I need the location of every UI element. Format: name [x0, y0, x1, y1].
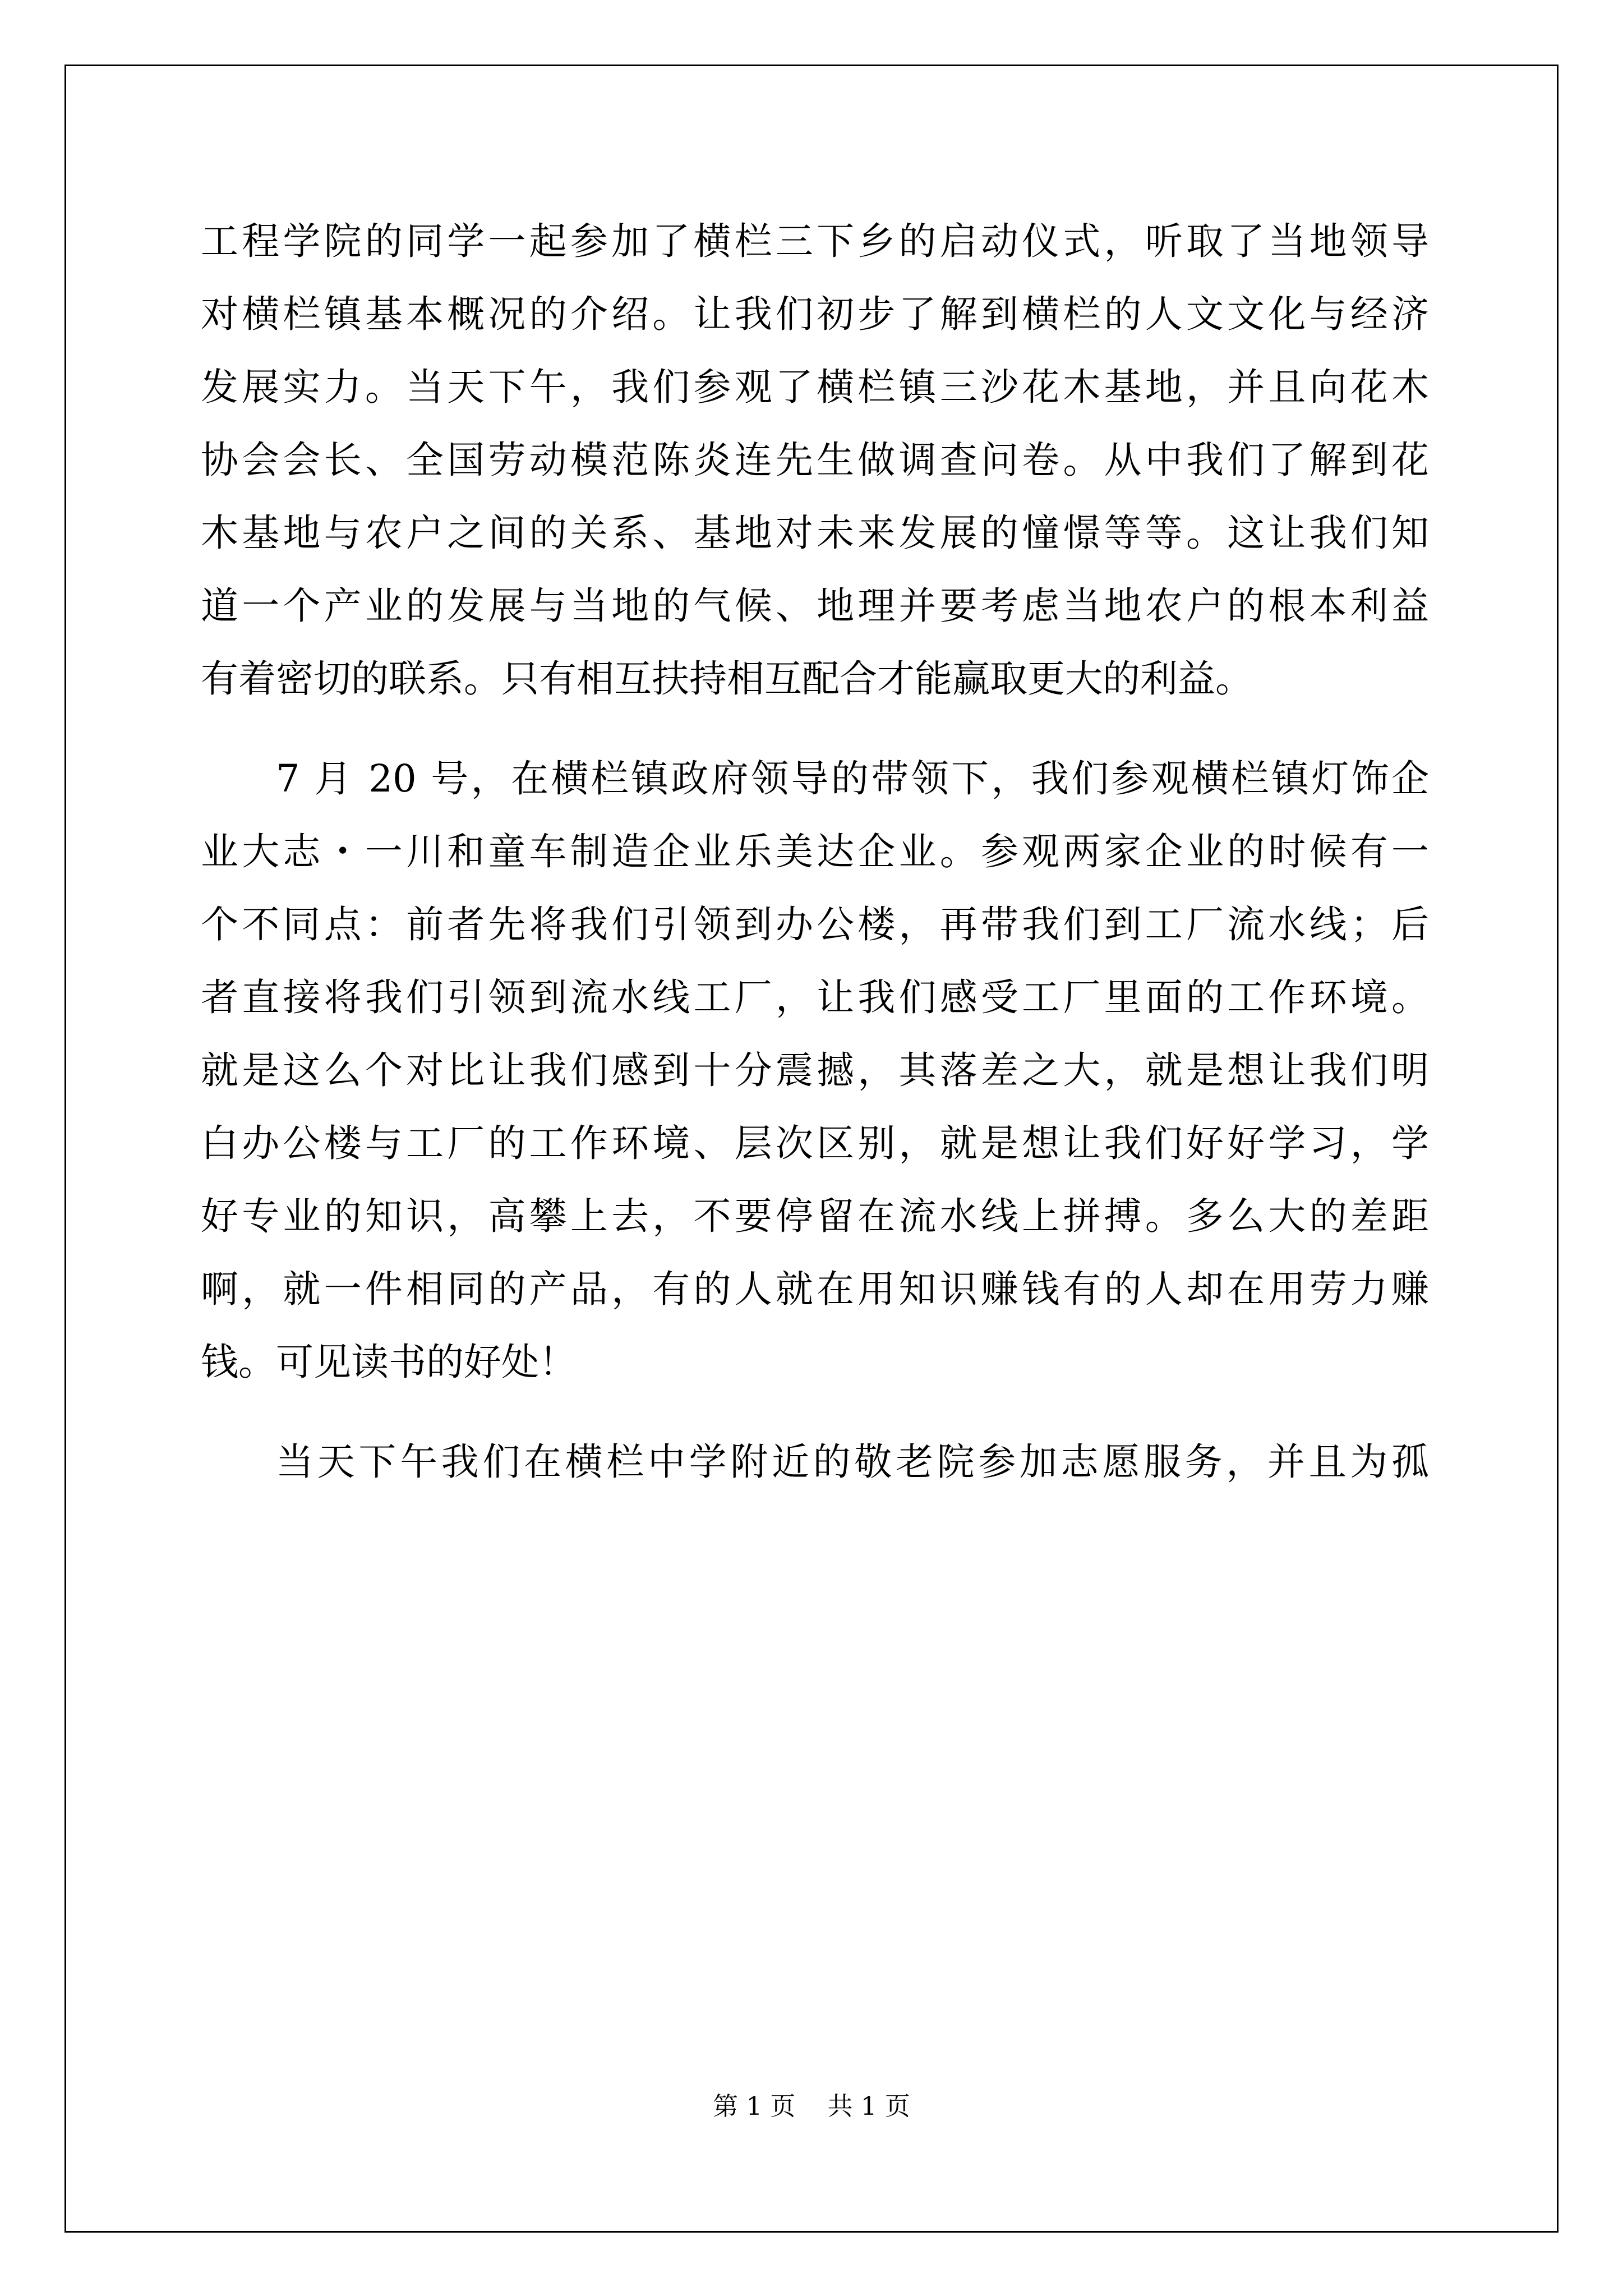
text-line: 钱。可见读书的好处！ [201, 1340, 577, 1384]
paragraph-1 [201, 205, 1429, 715]
text-line: 当天下午我们在横栏中学附近的敬老院参加志愿服务，并且为孤 [276, 1440, 1429, 1484]
text-line: 协会会长、全国劳动模范陈炎连先生做调查问卷。从中我们了解到花 [201, 438, 1429, 482]
text-line: 好专业的知识，高攀上去，不要停留在流水线上拼搏。多么大的差距 [201, 1194, 1429, 1238]
text-line: 啊，就一件相同的产品，有的人就在用知识赚钱有的人却在用劳力赚 [201, 1267, 1429, 1311]
text-line: 者直接将我们引领到流水线工厂，让我们感受工厂里面的工作环境。 [201, 976, 1429, 1019]
text-line: 业大志・一川和童车制造企业乐美达企业。参观两家企业的时候有一 [201, 830, 1429, 873]
text-line: 对横栏镇基本概况的介绍。让我们初步了解到横栏的人文文化与经济 [201, 292, 1429, 336]
text-line: 工程学院的同学一起参加了横栏三下乡的启动仪式，听取了当地领导 [201, 219, 1429, 263]
page-footer [0, 2090, 1623, 2123]
text-line: 道一个产业的发展与当地的气候、地理并要考虑当地农户的根本利益 [201, 584, 1429, 628]
page-number: 第 1 页 [713, 2091, 796, 2121]
text-line: 木基地与农户之间的关系、基地对未来发展的憧憬等等。这让我们知 [201, 511, 1429, 555]
paragraph-3 [201, 1425, 1429, 1498]
text-line: 有着密切的联系。只有相互扶持相互配合才能赢取更大的利益。 [201, 657, 1253, 701]
paragraph-2 [201, 742, 1429, 1398]
document-body [201, 205, 1429, 1525]
page-total: 共 1 页 [827, 2091, 910, 2121]
text-line: 发展实力。当天下午，我们参观了横栏镇三沙花木基地，并且向花木 [201, 365, 1429, 409]
text-line: 白办公楼与工厂的工作环境、层次区别，就是想让我们好好学习，学 [201, 1121, 1429, 1165]
text-line: 7 月 20 号，在横栏镇政府领导的带领下，我们参观横栏镇灯饰企 [276, 757, 1429, 800]
text-line: 个不同点：前者先将我们引领到办公楼，再带我们到工厂流水线；后 [201, 903, 1429, 946]
text-line: 就是这么个对比让我们感到十分震撼，其落差之大，就是想让我们明 [201, 1048, 1429, 1092]
